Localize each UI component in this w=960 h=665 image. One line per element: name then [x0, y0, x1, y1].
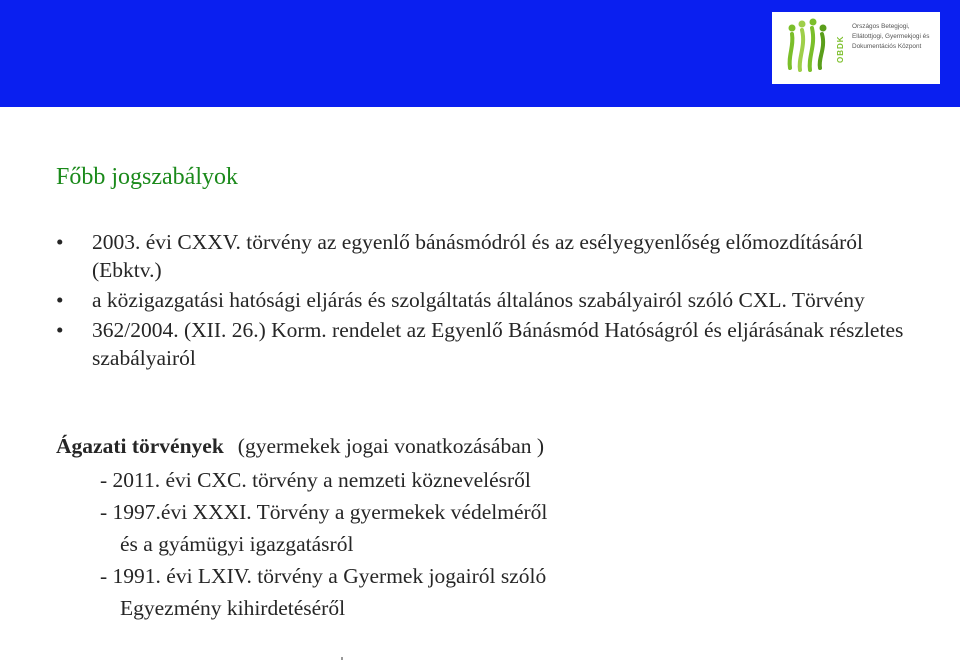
obdk-logo	[772, 12, 940, 84]
slide-title: Főbb jogszabályok	[56, 164, 238, 190]
list-item-continuation: Egyezmény kihirdetéséről	[120, 596, 346, 620]
list-item	[100, 464, 547, 496]
sector-law-list	[100, 464, 547, 624]
list-item	[56, 286, 916, 314]
list-item	[56, 228, 916, 284]
section-note: (gyermekek jogai vonatkozásában )	[237, 434, 545, 458]
bullet-icon: •	[56, 288, 64, 312]
list-item-text: a közigazgatási hatósági eljárás és szolgáltatás általános szabályairól szóló CXL. Törvény	[92, 288, 865, 312]
logo-text	[852, 22, 938, 52]
list-item	[100, 496, 547, 560]
logo-line: Ellátottjogi, Gyermekjogi és	[852, 33, 930, 40]
list-item	[100, 560, 547, 624]
main-law-list	[56, 228, 916, 374]
logo-acronym: OBDK	[836, 35, 845, 63]
bullet-icon: •	[56, 318, 64, 342]
logo-figures-icon	[780, 16, 836, 80]
section-heading: Ágazati törvények	[56, 434, 224, 458]
logo-line: Országos Betegjogi,	[852, 23, 910, 30]
sector-laws-heading	[56, 432, 544, 460]
divider	[341, 657, 343, 660]
list-item-text: - 1991. évi LXIV. törvény a Gyermek jogairól szóló	[100, 564, 547, 588]
list-item-text: 2003. évi CXXV. törvény az egyenlő bánásmódról és az esélyegyenlőség előmozdításáról (Ebktv.)	[92, 230, 863, 282]
logo-line: Dokumentációs Központ	[852, 43, 922, 50]
list-item-text: - 1997.évi XXXI. Törvény a gyermekek védelméről	[100, 500, 548, 524]
list-item	[56, 316, 916, 372]
header-banner	[0, 0, 960, 107]
list-item-text: 362/2004. (XII. 26.) Korm. rendelet az Egyenlő Bánásmód Hatóságról és eljárásának részletes szabályairól	[92, 318, 904, 370]
bullet-icon: •	[56, 230, 64, 254]
list-item-text: - 2011. évi CXC. törvény a nemzeti köznevelésről	[100, 468, 531, 492]
list-item-continuation: és a gyámügyi igazgatásról	[120, 532, 354, 556]
